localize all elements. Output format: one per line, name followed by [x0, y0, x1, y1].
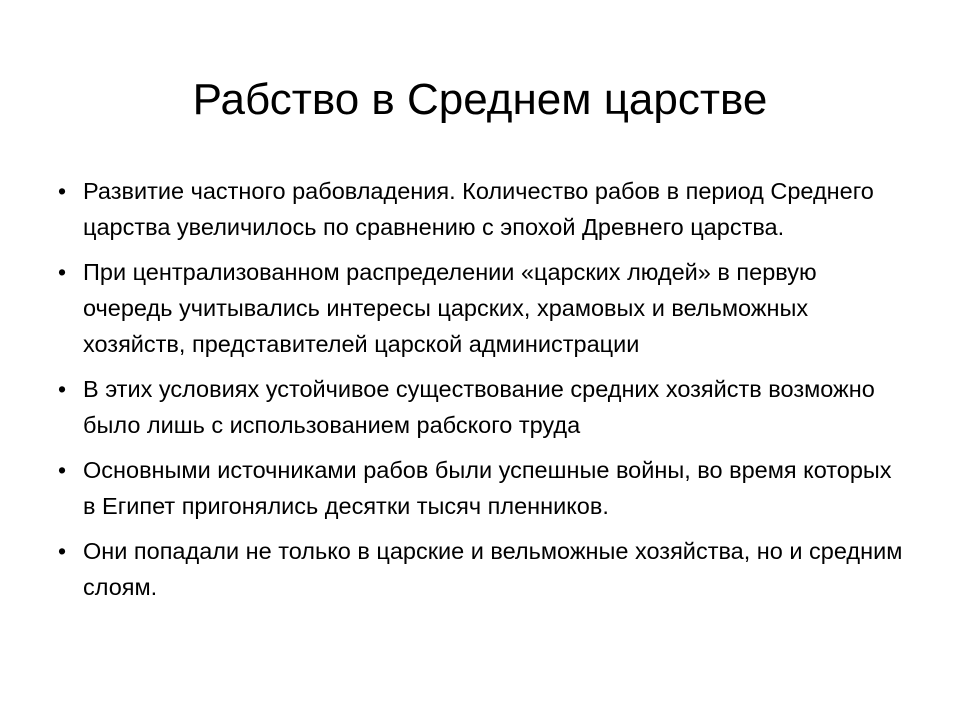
- bullet-text: В этих условиях устойчивое существование средних хозяйств возможно было лишь с использованием рабского труда: [83, 376, 875, 438]
- bullet-item: [57, 254, 906, 362]
- bullet-item: [57, 533, 906, 605]
- bullet-text: Основными источниками рабов были успешные войны, во время которых в Египет пригонялись десятки тысяч пленников.: [83, 457, 892, 519]
- slide-title: Рабство в Среднем царстве: [192, 75, 768, 124]
- bullet-dot-icon: •: [57, 376, 67, 402]
- bullet-text: При централизованном распределении «царских людей» в первую очередь учитывались интересы царских, храмовых и вельможных хозяйств, представителей царской администрации: [83, 259, 817, 357]
- bullet-item: [57, 371, 906, 443]
- bullet-item: [57, 452, 906, 524]
- bullet-dot-icon: •: [57, 538, 67, 564]
- bullet-list: [57, 173, 906, 614]
- bullet-dot-icon: •: [57, 259, 67, 285]
- bullet-text: Они попадали не только в царские и вельможные хозяйства, но и средним слоям.: [83, 538, 903, 600]
- bullet-dot-icon: •: [57, 178, 67, 204]
- bullet-dot-icon: •: [57, 457, 67, 483]
- bullet-item: [57, 173, 906, 245]
- bullet-text: Развитие частного рабовладения. Количество рабов в период Среднего царства увеличилось по сравнению с эпохой Древнего царства.: [83, 178, 874, 240]
